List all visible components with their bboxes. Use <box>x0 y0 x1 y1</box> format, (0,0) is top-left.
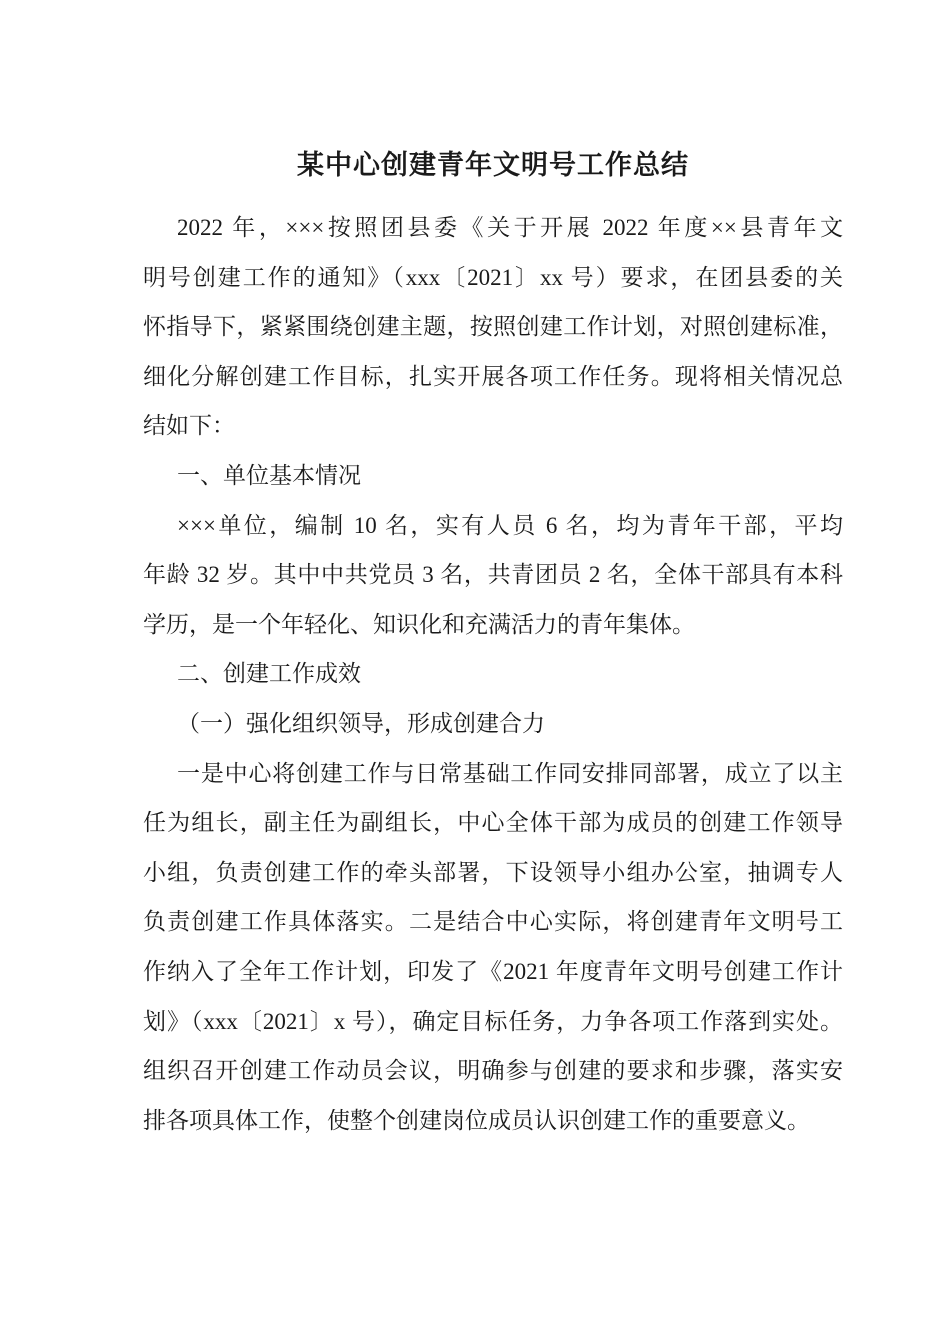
section-heading: 二、创建工作成效 <box>177 661 361 687</box>
paragraph-line: 明号创建工作的通知》（xxx〔2021〕xx 号）要求，在团县委的关 <box>143 264 843 290</box>
paragraph-line: 划》（xxx〔2021〕x 号），确定目标任务，力争各项工作落到实处。 <box>143 1008 843 1034</box>
paragraph-line: 小组，负责创建工作的牵头部署，下设领导小组办公室，抽调专人 <box>143 859 843 885</box>
paragraph-line: 一是中心将创建工作与日常基础工作同安排同部署，成立了以主 <box>177 760 843 786</box>
document-title: 某中心创建青年文明号工作总结 <box>297 150 689 180</box>
paragraph-line: 作纳入了全年工作计划，印发了《2021 年度青年文明号创建工作计 <box>143 958 843 984</box>
document-content <box>143 140 843 1145</box>
document-body <box>143 203 843 1145</box>
paragraph-line: ×××单位，编制 10 名，实有人员 6 名，均为青年干部，平均 <box>177 512 843 538</box>
section-heading: 一、单位基本情况 <box>177 462 361 488</box>
section-heading: （一）强化组织领导，形成创建合力 <box>177 710 545 736</box>
paragraph-line: 组织召开创建工作动员会议，明确参与创建的要求和步骤，落实安 <box>143 1058 843 1084</box>
paragraph-line: 学历，是一个年轻化、知识化和充满活力的青年集体。 <box>143 611 695 637</box>
paragraph-line: 任为组长，副主任为副组长，中心全体干部为成员的创建工作领导 <box>143 810 843 836</box>
paragraph-line: 怀指导下，紧紧围绕创建主题，按照创建工作计划，对照创建标准， <box>143 314 843 340</box>
paragraph-line: 负责创建工作具体落实。二是结合中心实际，将创建青年文明号工 <box>143 909 843 935</box>
paragraph-line: 2022 年，×××按照团县委《关于开展 2022 年度××县青年文 <box>177 215 843 240</box>
paragraph-line: 年龄 32 岁。其中中共党员 3 名，共青团员 2 名，全体干部具有本科 <box>143 562 843 588</box>
paragraph-line: 排各项具体工作，使整个创建岗位成员认识创建工作的重要意义。 <box>143 1107 810 1133</box>
paragraph-line: 结如下： <box>143 413 235 439</box>
paragraph-line: 细化分解创建工作目标，扎实开展各项工作任务。现将相关情况总 <box>143 363 843 389</box>
